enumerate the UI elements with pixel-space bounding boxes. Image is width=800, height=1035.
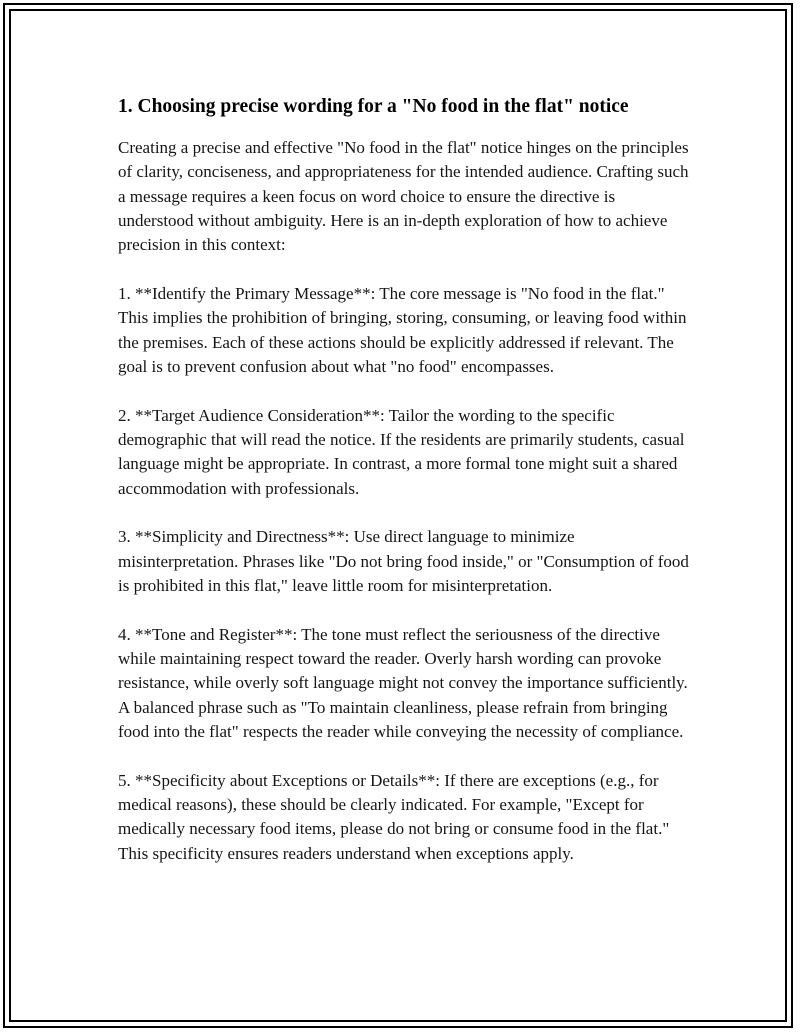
document-title: 1. Choosing precise wording for a "No food in the flat" notice: [118, 96, 629, 117]
point-primary-message: 1. **Identify the Primary Message**: The core message is "No food in the flat." This implies the prohibition of bringing, storing, consuming, or leaving food within the premises. Each of these actions should be explicitly addressed if relevant. The goal is to prevent confusion about what "no food" encompasses.: [118, 283, 687, 376]
point-target-audience: 2. **Target Audience Consideration**: Tailor the wording to the specific demographic that will read the notice. If the residents are primarily students, casual language might be appropriate. In contrast, a more formal tone might suit a shared accommodation with professionals.: [118, 405, 685, 498]
intro-paragraph: Creating a precise and effective "No food in the flat" notice hinges on the principles of clarity, conciseness, and appropriateness for the intended audience. Crafting such a message requires a keen focus on word choice to ensure the directive is understood without ambiguity. Here is an in-depth exploration of how to achieve precision in this context:: [118, 138, 689, 255]
point-simplicity-directness: 3. **Simplicity and Directness**: Use direct language to minimize misinterpretation. Phrases like "Do not bring food inside," or "Consumption of food is prohibited in this flat," leave little room for misinterpretation.: [118, 527, 689, 595]
document-body: [118, 94, 693, 866]
point-tone-register: 4. **Tone and Register**: The tone must reflect the seriousness of the directive while maintaining respect toward the reader. Overly harsh wording can provoke resistance, while overly soft language might not convey the importance sufficiently. A balanced phrase such as "To maintain cleanliness, please refrain from bringing food into the flat" respects the reader while conveying the necessity of compliance.: [118, 624, 688, 741]
point-exceptions-details: 5. **Specificity about Exceptions or Details**: If there are exceptions (e.g., for medical reasons), these should be clearly indicated. For example, "Except for medically necessary food items, please do not bring or consume food in the flat." This specificity ensures readers understand when exceptions apply.: [118, 770, 670, 863]
